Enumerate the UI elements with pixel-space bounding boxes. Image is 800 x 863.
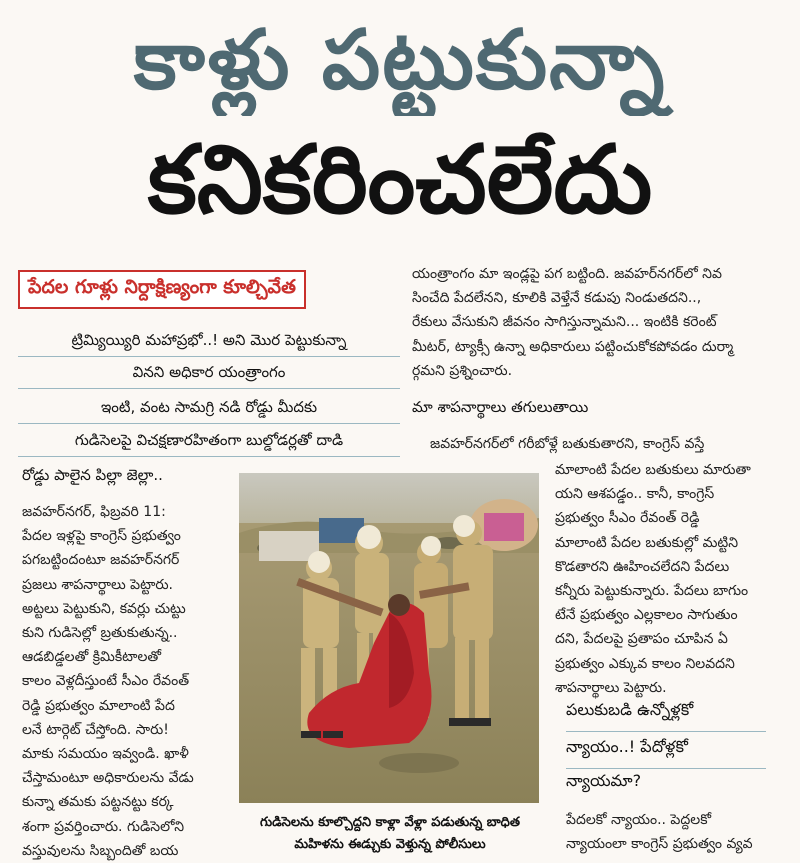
pull-quote-line-3: న్యాయమా? <box>566 771 642 790</box>
deck-line-3 <box>18 397 400 424</box>
caption-line: గుడిసెలను కూల్చొద్దని కాళ్లా వేళ్లా పడుతున్న బాధిత <box>260 815 520 830</box>
pull-quote-line-2 <box>566 737 766 769</box>
body-line: రెడ్డి ప్రభుత్వం మాలాంటి పేద <box>22 697 175 714</box>
body-line: యని ఆశపడ్డం.. కానీ, కాంగ్రెస్ <box>555 486 715 503</box>
news-photo <box>239 473 539 803</box>
deck-text: గుడిసెలపై విచక్షణారహితంగా బుల్డోడర్లతో దాడి <box>74 431 344 449</box>
right-mid-first-line: జవహర్‌నగర్‌లో గరీబోళ్లే బతుకుతారని, కాంగ్రెస్ వస్తే <box>430 436 705 452</box>
body-line: లనే టార్గెట్ చేస్తోంది. సారు! <box>22 721 169 738</box>
body-line: కుని గుడిసెల్లో బ్రతుకుతున్న.. <box>22 625 178 642</box>
body-line: పగబట్టిందంటూ జవహర్‌నగర్ <box>22 552 180 569</box>
body-line: ప్రభుత్వం ఎక్కువ కాలం నిలవదని <box>555 655 735 672</box>
body-line: కన్నీరు పెట్టుకున్నారు. పేదలు బాగుం <box>555 583 749 600</box>
body-line: కున్నా తమకు పట్టనట్టు కర్క <box>22 794 174 811</box>
caption-line: మహిళను ఈడ్చుకు వెళ్తున్న పోలీసులు <box>294 837 486 852</box>
pull-quote-text: న్యాయం..! పేదోళ్లకో <box>566 737 688 756</box>
headline-line-1: కాళ్లు పట్టుకున్నా <box>133 13 667 108</box>
divider <box>18 456 400 457</box>
subheading: మా శాపనార్థాలు తగులుతాయి <box>412 398 589 416</box>
divider <box>566 768 766 769</box>
photo-illustration <box>239 473 539 803</box>
body-line: వస్తువులను సిబ్బందితో బయ <box>22 842 179 859</box>
body-line: అట్టలు పెట్టుకుని, కవర్లు చుట్టు <box>22 600 186 617</box>
body-line: చేస్తామంటూ అధికారులను వేడు <box>22 770 194 787</box>
body-line: శాపనార్థాలు పెట్టారు. <box>555 679 667 696</box>
right-column-top <box>412 262 782 383</box>
body-line: న్యాయంలా కాంగ్రెస్ ప్రభుత్వం వ్యవ <box>566 836 753 853</box>
kicker-box <box>18 270 400 309</box>
left-column-body <box>22 500 232 863</box>
divider <box>18 356 400 357</box>
headline-line-2: కనికరించలేదు <box>147 126 653 235</box>
body-line: ప్రజలు శాపనార్థాలు పెట్టారు. <box>22 576 174 593</box>
deck-text: వినని అధికార యంత్రాంగం <box>132 363 286 381</box>
body-line: పేదల ఇళ్లపై కాంగ్రెస్ ప్రభుత్వం <box>22 528 181 545</box>
body-line: మాకు సమయం ఇవ్వండి. ఖాళీ <box>22 746 189 763</box>
body-line: జవహర్‌నగర్, ఫిబ్రవరి 11: <box>22 504 166 520</box>
body-line: టేనే ప్రభుత్వం ఎల్లకాలం సాగుతుం <box>555 607 738 624</box>
body-line: ర్గమని ప్రశ్నించారు. <box>412 362 513 379</box>
photo-caption <box>240 812 540 856</box>
body-line: కొడతారని ఊహించలేదని పేదలు <box>555 558 730 575</box>
body-line: రేకులు వేసుకుని జీవనం సాగిస్తున్నామని... ఇంటికి కరెంట్ <box>412 314 717 331</box>
body-line: మాలాంటి పేదల బతుకులు మారుతా <box>555 462 751 478</box>
body-line: శంగా ప్రవర్తించారు. గుడిసెలోని <box>22 818 185 835</box>
right-column-middle <box>555 458 782 700</box>
deck-text: ట్రిమ్యియ్యిరి మహాప్రభో..! అని మొర పెట్టుకున్నా <box>71 331 347 349</box>
body-line: పేదలకో న్యాయం.. పెద్దలకో <box>566 812 712 828</box>
body-line: ఆడబిడ్డలతో క్రిమికీటాలతో <box>22 649 162 666</box>
deck-line-4 <box>18 430 400 457</box>
body-line: కాలం వెళ్లదీస్తుంటే సీఎం రేవంత్ <box>22 673 190 690</box>
body-line: ప్రభుత్వం సీఎం రేవంత్ రెడ్డి <box>555 510 700 527</box>
divider <box>566 731 766 732</box>
kicker: పేదల గూళ్లు నిర్దాక్షిణ్యంగా కూల్చివేత <box>18 270 306 309</box>
body-line: యంత్రాంగం మా ఇండ్లపై పగ బట్టింది. జవహర్‌నగర్‌లో నివ <box>412 266 722 282</box>
deck-line-1 <box>18 330 400 357</box>
body-line: మీటర్, ట్యాక్సీ ఉన్నా అధికారులు పట్టించుకోకపోవడం దుర్మా <box>412 338 734 355</box>
body-line: సించేది పేదలేనని, కూలికి వెళ్తేనే కడుపు నిండుతదని.., <box>412 290 702 307</box>
deck-text: ఇంటి, వంట సామగ్రి నడి రోడ్డు మీదకు <box>100 398 318 416</box>
body-line: మాలాంటి పేదల బతుకుల్లో మట్టిని <box>555 534 739 551</box>
divider <box>18 388 400 389</box>
pull-quote-line-1 <box>566 700 766 732</box>
pull-quote-text: పలుకుబడి ఉన్నోళ్లకో <box>566 700 694 719</box>
deck-line-5: రోడ్డు పాలైన పిల్లా జెల్లా.. <box>22 466 163 484</box>
right-column-bottom <box>566 808 782 856</box>
divider <box>18 423 400 424</box>
deck-line-2 <box>18 362 400 389</box>
body-line: దని, పేదలపై ప్రతాపం చూపిన ఏ <box>555 631 728 648</box>
